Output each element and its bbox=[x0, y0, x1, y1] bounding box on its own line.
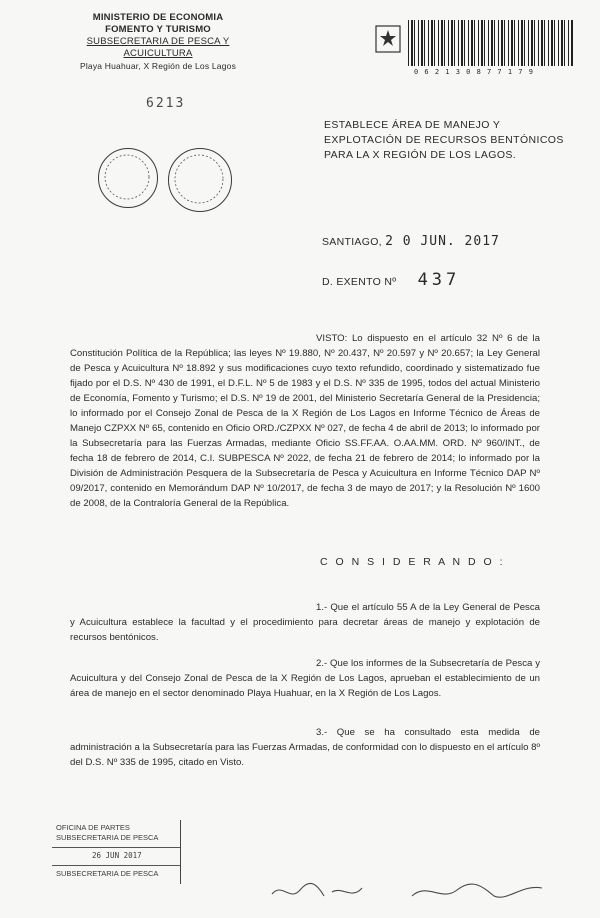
date-line bbox=[322, 234, 500, 249]
decree-number: 437 bbox=[417, 270, 461, 290]
government-logo-icon bbox=[374, 24, 402, 54]
decree-number-line bbox=[322, 270, 460, 290]
stamp-date: 26 JUN 2017 bbox=[92, 851, 142, 860]
considerando-item-3: 3.- Que se ha consultado esta medida de administración a la Subsecretaría para las Fuerzas Armadas, de conformidad con lo dispuesto en el artículo 8º del D.S. Nº 335 de 1995, citado en Visto. bbox=[70, 727, 540, 768]
considerando-heading: C O N S I D E R A N D O : bbox=[320, 556, 506, 568]
stamp-divider bbox=[52, 865, 180, 866]
considerando-item-1: 1.- Que el artículo 55 A de la Ley General de Pesca y Acuicultura establece la facultad y el procedimiento para decretar áreas de manejo y explotación de recursos bentónicos. bbox=[70, 602, 540, 643]
barcode bbox=[408, 20, 574, 66]
letterhead-location: Playa Huahuar, X Región de Los Lagos bbox=[79, 61, 237, 71]
date-label: SANTIAGO, bbox=[322, 236, 382, 248]
ministry-name: MINISTERIO DE ECONOMIA bbox=[92, 12, 224, 23]
subsecretaria-name: SUBSECRETARIA DE PESCA Y ACUICULTURA bbox=[86, 36, 230, 59]
received-stamp bbox=[52, 820, 181, 884]
stamp-line-4: SUBSECRETARIA DE PESCA bbox=[56, 869, 159, 878]
decree-label: D. EXENTO Nº bbox=[322, 276, 397, 288]
stamp-divider bbox=[52, 847, 180, 848]
ministry-name-line2: FOMENTO Y TURISMO bbox=[105, 24, 211, 35]
barcode-number: 0 6 2 1 3 0 8 7 7 1 7 9 bbox=[414, 68, 534, 76]
seal-ring-icon bbox=[168, 148, 230, 210]
considerando-item-2: 2.- Que los informes de la Subsecretaría de Pesca y Acuicultura y del Consejo Zonal de Pesca de la X Región de Los Lagos, aprueban el establecimiento de un área de manejo en el sector denominado Playa Huahuar, en la X Región de Los Lagos. bbox=[70, 658, 540, 699]
visto-paragraph: VISTO: Lo dispuesto en el artículo 32 Nº 6 de la Constitución Política de la República; las leyes Nº 19.880, Nº 20.437, Nº 20.597 y Nº 20.657; la Ley General de Pesca y Acuicultura Nº 18.892 y sus modificaciones cuyo texto refundido, coordinado y sistematizado fue fijado por el D.S. Nº 430 de 1991, el D.F.L. Nº 5 de 1983 y el D.S. Nº 335 de 1995, todos del actual Ministerio de Economía, Fomento y Turismo; el D.S. Nº 19 de 2001, del Ministerio Secretaría General de la Presidencia; lo informado por el Consejo Zonal de Pesca de la X Región de Los Lagos en Informe Técnico de Áreas de Manejo CZPXX Nº 65, contenido en Oficio ORD./CZPXX Nº 027, de fecha 4 de abril de 2013; lo informado por la Subsecretaría para las Fuerzas Armadas, mediante Oficio SS.FF.AA. O.AA.MM. ORD. Nº 960/INT., de fecha 18 de febrero de 2014, C.I. SUBPESCA Nº 2022, de fecha 21 de febrero de 2014; lo informado por la División de Administración Pesquera de la Subsecretaría de Pesca y Acuicultura en Informe Técnico DAP Nº 09/2017, contenido en Memorándum DAP Nº 10/2017, de fecha 3 de mayo de 2017; y la Resolución Nº 1600 de 2008, de la Contraloría General de la República. bbox=[70, 333, 540, 509]
handwritten-signature bbox=[262, 876, 562, 906]
letterhead bbox=[58, 12, 258, 72]
tracking-barcode-box bbox=[366, 14, 584, 84]
decree-title: ESTABLECE ÁREA DE MANEJO Y EXPLOTACIÓN DE RECURSOS BENTÓNICOS PARA LA X REGIÓN DE LOS LAGOS. bbox=[324, 119, 564, 161]
official-seal-left bbox=[98, 148, 158, 208]
seal-ring-icon bbox=[98, 148, 156, 206]
date-stamp: 2 0 JUN. 2017 bbox=[385, 234, 500, 249]
stamp-line-1: OFICINA DE PARTES bbox=[56, 823, 130, 832]
official-seal-right bbox=[168, 148, 232, 212]
stamp-line-2: SUBSECRETARIA DE PESCA bbox=[56, 833, 159, 842]
handwritten-number: 6213 bbox=[146, 96, 186, 111]
